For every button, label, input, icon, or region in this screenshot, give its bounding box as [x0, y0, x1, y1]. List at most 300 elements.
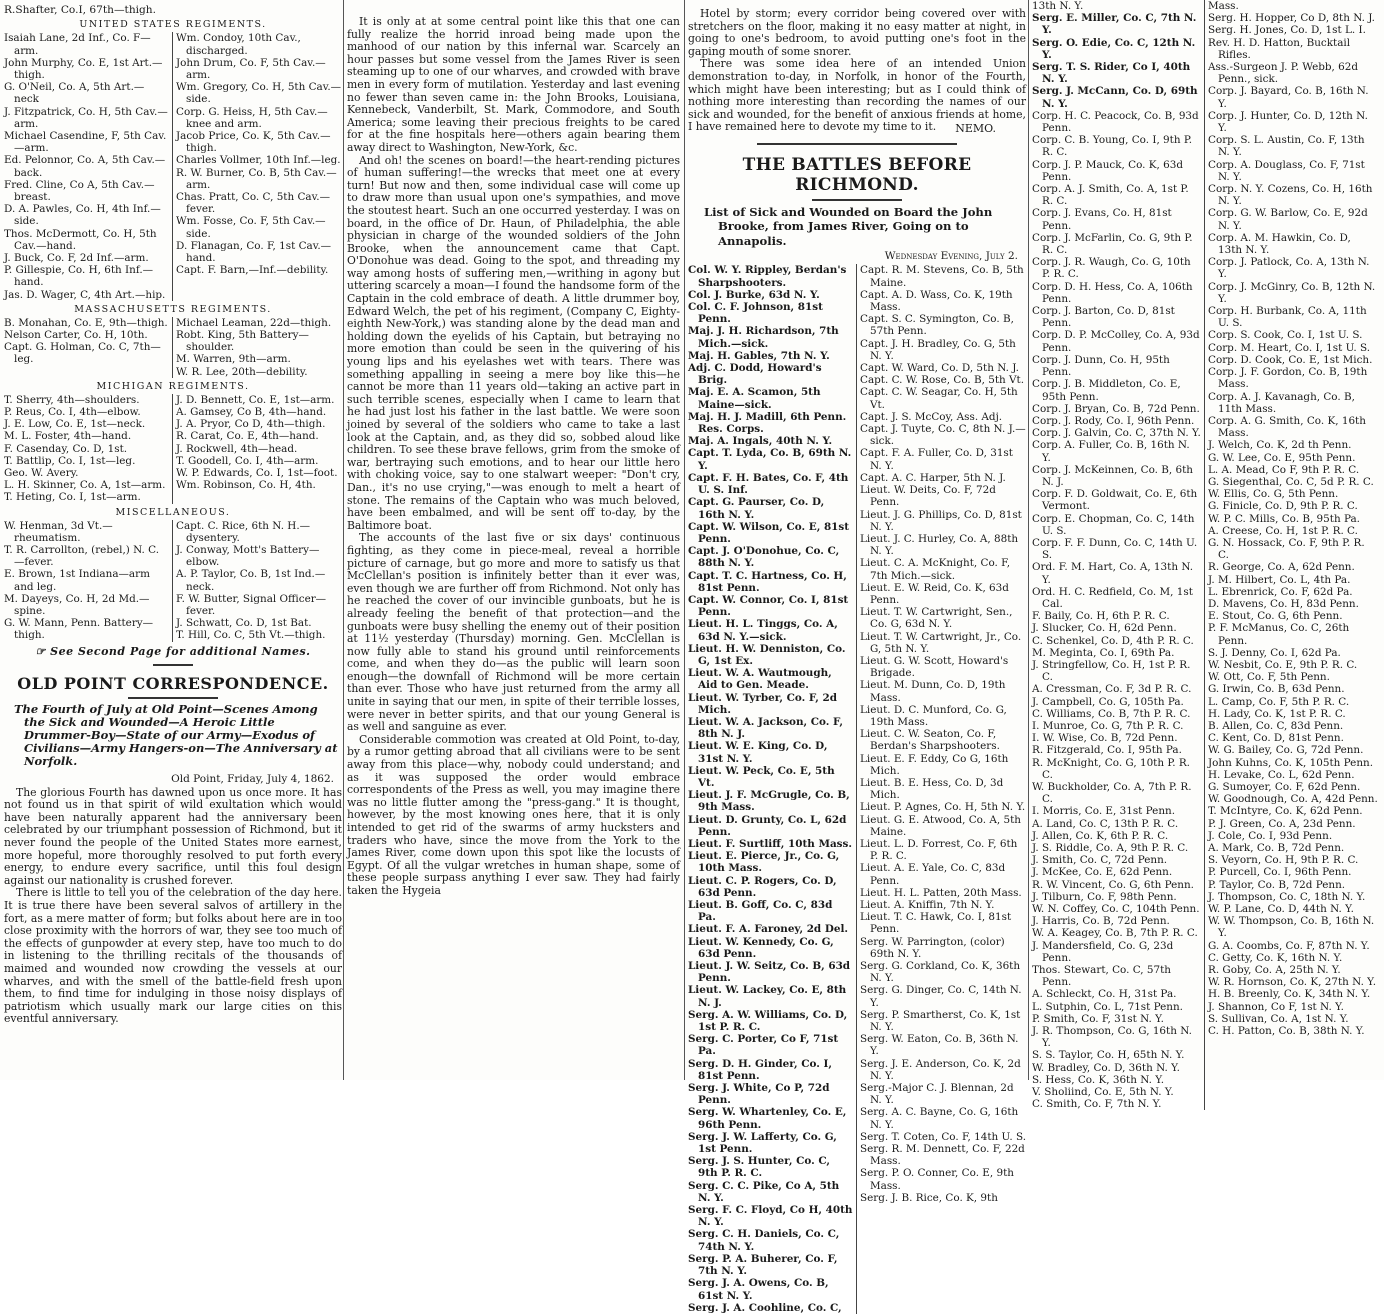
see-second-page-note: ☞ See Second Page for additional Names.: [35, 644, 311, 658]
list-entry: J. Fitzpatrick, Co. H, 5th Cav.—arm.: [4, 105, 168, 130]
list-entry: J. Tilburn, Co. F, 98th Penn.: [1032, 890, 1177, 903]
list-entry: Wm. Condoy, 10th Cav., discharged.: [176, 32, 301, 57]
list-entry: W. Ott, Co. F, 5th Penn.: [1208, 671, 1330, 684]
list-entry: Lieut. W. E. King, Co. D, 31st N. Y.: [688, 740, 828, 765]
pointing-hand-icon: ☞: [35, 644, 46, 658]
column-4: [1032, 0, 1378, 1111]
list-entry: Capt. J. S. McCoy, Ass. Adj.: [860, 410, 1003, 423]
list-entry: Corp. J. Bryan, Co. B, 72d Penn.: [1032, 402, 1200, 415]
list-entry: Serg. J. W. Lafferty, Co. G, 1st Penn.: [688, 1130, 837, 1156]
list-entry: A. Schleckt, Co. H, 31st Pa.: [1032, 988, 1177, 1001]
list-entry: Lieut. C. P. Rogers, Co. D, 63d Penn.: [688, 874, 837, 899]
regiment-list: [4, 520, 342, 642]
list-entry: Capt. S. C. Symington, Co. B, 57th Penn.: [860, 313, 1014, 338]
regiment-list: [4, 32, 342, 300]
list-entry: B. Allen, Co. C, 83d Penn.: [1208, 719, 1344, 732]
list-entry: Capt. F. Barn,—Inf.—debility.: [176, 264, 329, 277]
list-entry: Corp. H. Burbank, Co. A, 11th U. S.: [1208, 305, 1367, 330]
list-entry: Serg. F. C. Floyd, Co H, 40th N. Y.: [688, 1204, 853, 1229]
list-entry: Maj. H. Gables, 7th N. Y.: [688, 349, 830, 362]
list-entry: Capt. G. Paurser, Co. D, 16th N. Y.: [688, 496, 825, 521]
list-entry: Corp. A. Fuller, Co. B, 16th N. Y.: [1032, 439, 1190, 464]
article-subhead: The Fourth of July at Old Point—Scenes Among the Sick and Wounded—A Heroic Little Drummer-Boy—State of our Army—Exodus of Civilians—Army Hangers-on—The Anniversary at Norfolk.: [14, 701, 338, 769]
list-entry: W. A. Keagey, Co. B, 7th P. R. C.: [1032, 927, 1198, 940]
list-entry: J. Stringfellow, Co. H, 1st P. R. C.: [1032, 658, 1191, 684]
list-entry: S. Hess, Co. K, 36th N. Y.: [1032, 1073, 1165, 1086]
article-paragraph: Considerable commotion was created at Old Point, to-day, by a rumor getting abroad that all civilians were to be sent away from this place—why, nobody could understand; and as it was supposed the order would embrace correspondents of the Press as well, you may imagine there was no little flutter among the "press-gang." It is thought, however, by the most knowing ones here, that it is only intended to get rid of the swarms of army hucksters and traders who have, since the move from the York to the James River, come down upon this spot like the locusts of Egypt. Of all the vulgar wretches in human shape, some of these people surpass anything I ever saw. They had fairly taken the Hygeia: [347, 732, 680, 897]
list-entry: Corp. J. F. Gordon, Co. B, 19th Mass.: [1208, 366, 1368, 391]
list-entry: J. E. Low, Co. E, 1st—neck.: [4, 418, 146, 431]
list-entry: Lieut. W. Kennedy, Co. G, 63d Penn.: [688, 935, 834, 960]
list-title: List of Sick and Wounded on Board the John Brooke, from James River, Going on to Annapolis.: [704, 204, 993, 248]
list-entry: Lieut. W. Lackey, Co. E, 8th N. J.: [688, 984, 847, 1009]
list-entry: Ord. H. C. Redfield, Co. M, 1st Cal.: [1032, 585, 1193, 610]
list-entry: Serg. P. Smartherst, Co. K, 1st N. Y.: [860, 1008, 1021, 1034]
list-entry: Corp. A. G. Smith, Co. K, 16th Mass.: [1208, 414, 1366, 440]
list-entry: Corp. J. McGinry, Co. B, 12th N. Y.: [1208, 280, 1376, 305]
list-entry: Lieut. F. A. Faroney, 2d Del.: [688, 923, 849, 936]
list-entry: A. P. Taylor, Co. B, 1st Ind.—neck.: [176, 568, 326, 593]
list-entry: W. G. Bailey, Co. G, 72d Penn.: [1208, 744, 1364, 757]
casualty-list-right: [857, 264, 1026, 1313]
list-entry: F. W. Butter, Signal Officer—fever.: [176, 592, 327, 618]
casualty-list-right: [1205, 0, 1378, 1110]
list-entry: J. Allen, Co. K, 6th P. R. C.: [1032, 829, 1169, 842]
list-entry: Serg. C. Porter, Co F, 71st Pa.: [688, 1033, 839, 1058]
list-entry: Corp. A. J. Kavanagh, Co. B, 11th Mass.: [1208, 390, 1355, 415]
list-entry: Lieut. C. W. Seaton, Co. F, Berdan's Sharpshooters.: [860, 728, 1000, 753]
list-entry: Capt. J. H. Bradley, Co. G, 5th N. Y.: [860, 337, 1016, 362]
list-entry: Corp. D. Cook, Co. E, 1st Mich.: [1208, 353, 1373, 366]
list-entry: Capt. C. W. Rose, Co. B, 5th Vt.: [860, 374, 1025, 387]
list-entry: J. Schwatt, Co. D, 1st Bat.: [176, 617, 312, 630]
regiment-sections: [4, 19, 342, 641]
list-entry: R. Fitzgerald, Co. I, 95th Pa.: [1032, 744, 1182, 757]
list-entry: J. M. Hilbert, Co. L, 4th Pa.: [1208, 573, 1351, 586]
list-entry: J. Cole, Co. I, 93d Penn.: [1208, 829, 1333, 842]
list-entry: Serg. C. C. Pike, Co A, 5th N. Y.: [688, 1179, 840, 1204]
list-entry: Lieut. W. Deits, Co. F, 72d Penn.: [860, 484, 996, 509]
regiment-list-left: [4, 317, 173, 378]
list-entry: Corp. J. P. Mauck, Co. K, 63d Penn.: [1032, 158, 1184, 183]
list-entry: Rev. H. D. Hatton, Bucktail Rifles.: [1208, 36, 1351, 61]
list-entry: Serg. J. White, Co P, 72d Penn.: [688, 1082, 830, 1107]
list-entry: Maj. A. Ingals, 40th N. Y.: [688, 435, 833, 448]
list-entry: G. Irwin, Co. B, 63d Penn.: [1208, 683, 1345, 696]
list-entry: Lieut. W. A. Jackson, Co. F, 8th N. J.: [688, 715, 843, 741]
list-entry: D. Flanagan, Co. F, 1st Cav.—hand.: [176, 239, 332, 264]
list-entry: Wm. Robinson, Co. H, 4th.: [176, 479, 316, 492]
list-entry: J. R. Thompson, Co. G, 16th N. Y.: [1032, 1025, 1192, 1050]
list-entry: C. Schenkel, Co. D, 4th P. R. C.: [1032, 634, 1194, 647]
list-entry: J. Rockwell, 4th—head.: [176, 442, 298, 455]
list-entry: C. Smith, Co. F, 7th N. Y.: [1032, 1098, 1162, 1111]
divider: [757, 143, 957, 145]
list-entry: J. Thompson, Co. C, 18th N. Y.: [1208, 890, 1366, 903]
list-entry: M. L. Foster, 4th—hand.: [4, 430, 132, 443]
column-rule: [1028, 0, 1029, 1080]
list-entry: Capt. W. Ward, Co. D, 5th N. J.: [860, 362, 1019, 375]
list-entry: Corp. J. Barton, Co. D, 81st Penn.: [1032, 305, 1175, 330]
list-entry: G. O'Neil, Co. A, 5th Art.—neck: [4, 81, 145, 106]
article-paragraph: There is little to tell you of the celebration of the day here. It is true there have been several salvos of artillery in the fort, as a mere matter of form; but folks about here are in too close proximity with the horrors of war, they see too much of the effects of gunpowder at every step, have too much to do in listening to the thrilling recitals of the thousands of maimed and wounded now crowding the vessels at our wharves, and with the smell of the battle-field fresh upon them, to find time for indulging in those noisy displays of patriotism which usually mark our large cities on this eventful anniversary.: [4, 886, 342, 1026]
list-entry: Corp. J. McFarlin, Co. G, 9th P. R. C.: [1032, 231, 1193, 257]
article-paragraph: The accounts of the last five or six days' continuous fighting, as they come in piece-meal, reveal a horrible picture of carnage, but go more and more to satisfy us that McClellan's position is infinitely better than it ever was, even though we are further off from Richmond. Not only has he reached the cover of our invincible gunboats, but he is already feeling the benefit of that protection—and the gunboats were busy shelling the enemy out of their position at 11½ yesterday (Thursday) morning. Gen. McClellan is now fully able to stand his ground until reinforcements come, and when they do—as the public will learn soon enough—the downfall of Richmond will be more certain than ever. Those who have just returned from the army all unite in saying that our men, in spite of their terrible losses, were never in better spirits, and that our young General is as well and sanguine as ever.: [347, 531, 680, 734]
list-entry: Corp. J. Rody, Co. I, 96th Penn.: [1032, 414, 1195, 427]
list-entry: R. McKnight, Co. G, 10th P. R. C.: [1032, 756, 1190, 781]
list-entry: W. Bradley, Co. D, 36th N. Y.: [1032, 1061, 1180, 1074]
list-entry: Thos. McDermott, Co. H, 5th Cav.—hand.: [4, 227, 157, 252]
list-entry: Lieut. G. E. Atwood, Co. A, 5th Maine.: [860, 813, 1021, 838]
list-entry: T. Hill, Co. C, 5th Vt.—thigh.: [176, 629, 326, 642]
list-entry: T. Heting, Co. I, 1st—arm.: [4, 491, 141, 504]
column-2: [347, 0, 680, 1096]
divider: [153, 664, 193, 666]
list-entry: Corp. A. Douglass, Co. F, 71st N. Y.: [1208, 158, 1365, 183]
list-entry: I. W. Wise, Co. B, 72d Penn.: [1032, 732, 1178, 745]
list-entry: C. Williams, Co. B, 7th P. R. C.: [1032, 707, 1191, 720]
list-entry: Serg. A. C. Bayne, Co. G, 16th N. Y.: [860, 1106, 1019, 1131]
list-entry: W. R. Lee, 20th—debility.: [176, 365, 308, 378]
list-entry: Lieut. W. A. Wautmough, Aid to Gen. Meade.: [688, 667, 832, 692]
list-entry: Lieut. M. Dunn, Co. D, 19th Mass.: [860, 679, 1006, 704]
section-title: MISCELLANEOUS.: [115, 506, 231, 518]
list-entry: John Kuhns, Co. K, 105th Penn.: [1208, 756, 1374, 769]
list-entry: T. Battlip, Co. I, 1st—leg.: [4, 454, 136, 467]
list-entry: J. Welch, Co. K, 2d th Penn.: [1208, 439, 1352, 452]
list-entry: Lieut. T. C. Hawk, Co. I, 81st Penn.: [860, 911, 1012, 936]
list-entry: J. Conway, Mott's Battery—elbow.: [176, 544, 320, 569]
list-entry: E. Brown, 1st Indiana—arm and leg.: [4, 568, 150, 593]
list-entry: Lieut. J. W. Seitz, Co. B, 63d Penn.: [688, 960, 851, 985]
list-entry: P. J. Green, Co. A, 23d Penn.: [1208, 817, 1356, 830]
list-entry: Corp. J. Galvin, Co. C, 37th N. Y.: [1032, 427, 1201, 440]
list-entry: Serg. T. S. Rider, Co I, 40th N. Y.: [1032, 61, 1191, 86]
list-entry: J. McKee, Co. E, 62d Penn.: [1032, 866, 1173, 879]
list-entry: Serg. W. Parrington, (color) 69th N. Y.: [860, 935, 1005, 960]
list-entry: Michael Leaman, 22d—thigh.: [176, 316, 332, 329]
section-title: UNITED STATES REGIMENTS.: [79, 19, 267, 31]
list-entry: E. Stout, Co. G, 6th Penn.: [1208, 610, 1343, 623]
list-entry: 13th N. Y.: [1032, 0, 1084, 12]
list-entry: Corp. C. B. Young, Co. I, 9th P. R. C.: [1032, 134, 1193, 159]
signature: NEMO.: [955, 121, 996, 135]
list-entry: H. Lady, Co. K, 1st P. R. C.: [1208, 707, 1346, 720]
list-entry: P. F. McManus, Co. C, 26th Penn.: [1208, 622, 1350, 647]
list-entry: R. George, Co. A, 62d Penn.: [1208, 561, 1355, 574]
list-entry: Lieut. H. L. Patten, 20th Mass.: [860, 886, 1022, 899]
list-entry: W. Nesbit, Co. E, 9th P. R. C.: [1208, 658, 1358, 671]
list-entry: Serg.-Major C. J. Blennan, 2d N. Y.: [860, 1082, 1014, 1107]
list-entry: A. Mark, Co. B, 72d Penn.: [1208, 842, 1345, 855]
article-headline: OLD POINT CORRESPONDENCE.: [17, 673, 329, 693]
list-entry: Capt. R. M. Stevens, Co. B, 5th Maine.: [860, 264, 1024, 289]
list-entry: Corp. J. Hunter, Co. D, 12th N. Y.: [1208, 109, 1368, 135]
list-entry: W. N. Coffey, Co. C, 104th Penn.: [1032, 903, 1200, 916]
list-entry: A. Gamsey, Co B, 4th—hand.: [176, 405, 327, 418]
list-entry: P. Purcell, Co. I, 96th Penn.: [1208, 866, 1352, 879]
list-entry: Maj. E. A. Scamon, 5th Maine—sick.: [688, 386, 821, 411]
list-entry: L. H. Skinner, Co. A, 1st—arm.: [4, 479, 166, 492]
list-entry: M. Dayeys, Co. H, 2d Md.—spine.: [4, 592, 150, 618]
list-entry: Lieut. A. E. Yale, Co. C, 83d Penn.: [860, 862, 1006, 887]
column-rule: [343, 0, 344, 1080]
list-entry: G. W. Lee, Co. E, 95th Penn.: [1208, 451, 1356, 464]
list-entry: S. Sullivan, Co. A, 1st N. Y.: [1208, 1012, 1349, 1025]
list-entry: Corp. G. W. Barlow, Co. E, 92d N. Y.: [1208, 207, 1368, 232]
casualty-list-left: [688, 264, 857, 1313]
list-entry: R. Goby, Co. A, 25th N. Y.: [1208, 964, 1341, 977]
list-entry: Serg. E. Miller, Co. C, 7th N. Y.: [1032, 12, 1197, 37]
casualty-list-left: [1032, 0, 1205, 1110]
list-entry: M. Meginta, Co. I, 69th Pa.: [1032, 646, 1175, 659]
list-entry: Lieut. A. Kniffin, 7th N. Y.: [860, 899, 995, 911]
list-entry: Adj. C. Dodd, Howard's Brig.: [688, 362, 822, 387]
list-entry: R. W. Burner, Co. B, 5th Cav.—arm.: [176, 166, 337, 191]
list-entry: G. Sumoyer, Co. F, 62d Penn.: [1208, 781, 1361, 793]
list-entry: R. W. Vincent, Co. G, 6th Penn.: [1032, 878, 1194, 891]
regiment-list-right: [173, 32, 342, 300]
list-entry: Lieut. J. G. Phillips, Co. D, 81st N. Y.: [860, 508, 1022, 533]
list-entry: Jacob Price, Co. K, 5th Cav.—thigh.: [176, 129, 331, 155]
list-entry: Corp. J. B. Middleton, Co. E, 95th Penn.: [1032, 378, 1181, 403]
list-entry: Lieut. G. W. Scott, Howard's Brigade.: [860, 654, 1009, 680]
list-entry: Lieut. E. W. Reid, Co. K, 63d Penn.: [860, 581, 1009, 606]
list-entry: Corp. M. Heart, Co. I, 1st U. S.: [1208, 341, 1371, 354]
list-entry: Capt. T. C. Hartness, Co. H, 81st Penn.: [688, 569, 847, 594]
list-entry: Lieut. E. F. Eddy, Co G, 16th Mich.: [860, 752, 1009, 777]
article-paragraph: And oh! the scenes on board!—the heart-rending pictures of human suffering!—the wrecks that meet one at every turn! But now and then, some individual case will come up to draw more than usual upon one's sympathies, and move the stoutest heart. Such an one occurred yesterday. I was on board, in the office of Dr. Haun, of Philadelphia, the able physician in charge of the wounded soldiers of the John Brooke, when the announcement came that Capt. O'Donohue was dead. Going to the spot, and threading my way among hosts of suffering men,—writhing in agony but uttering scarcely a moan—I found the handsome form of the Captain in the cold embrace of death. A little drummer boy, Edward Welch, the pet of his regiment, (Company C, Eighty-eighth New-York,) was standing alone by the dead man and holding down the eyelids of his Captain, but betraying no more emotion than could be seen in the quivering of his young lips and his eyelashes wet with tears. There was something appalling in seeing a mere boy like this—he cannot be more than 11 years old—taking an active part in such terrible scenes, especially when I came to learn that he had just lost his father in the last battle. We were soon joined by several of the soldiers who came to take a last look at the Captain, and, as they did so, sobbed aloud like children. To see these brave fellows, grim from the smoke of war, bertraying such emotions, and to hear our little hero with choking voice, say to one stalwart weeper: "Don't cry, Dan., it's no use crying,"—was enough to melt a heart of stone. The remains of the Captain who was much beloved, have been embalmed, and will be sent off to-day, by the Baltimore boat.: [347, 153, 680, 532]
list-entry: Thos. Stewart, Co. C, 57th Penn.: [1032, 964, 1171, 989]
list-entry: C. Getty, Co. K, 16th N. Y.: [1208, 951, 1343, 964]
list-entry: C. Kent, Co. D, 81st Penn.: [1208, 732, 1344, 745]
list-entry: J. S. Riddle, Co. A, 9th P. R. C.: [1032, 842, 1189, 855]
list-entry: Serg. J. McCann, Co. D, 69th N. Y.: [1032, 85, 1198, 110]
list-entry: R. Carat, Co. E, 4th—hand.: [176, 430, 319, 443]
list-entry: Lieut. D. Grunty, Co. L, 62d Penn.: [688, 813, 847, 838]
top-entry: R.Shafter, Co.I, 67th—thigh.: [4, 4, 156, 16]
list-entry: Charles Vollmer, 10th Inf.—leg.: [176, 154, 341, 167]
list-entry: Lieut. J. C. Hurley, Co. A, 88th N. Y.: [860, 532, 1019, 558]
column-1: [4, 0, 342, 1080]
list-entry: T. Sherry, 4th—shoulders.: [4, 393, 140, 406]
list-entry: D. A. Pawles, Co. H, 4th Inf.—side.: [4, 203, 161, 228]
list-entry: L. Camp, Co. F, 5th P. R. C.: [1208, 695, 1350, 708]
list-entry: Lieut. E. Pierce, Jr., Co. G, 10th Mass.: [688, 850, 840, 875]
list-entry: Capt. T. Lyda, Co. B, 69th N. Y.: [688, 447, 852, 472]
list-entry: F. Baily, Co. H, 6th P. R. C.: [1032, 610, 1170, 623]
list-entry: W. Ellis, Co. G, 5th Penn.: [1208, 488, 1339, 501]
list-entry: Serg. J. A. Coohline, Co. C,: [688, 1301, 842, 1314]
list-entry: Lieut. B. E. Hess, Co. D, 3d Mich.: [860, 776, 1004, 802]
article-paragraph: There was some idea here of an intended Union demonstration to-day, in Norfolk, in honor of the Fourth, which might have been interesting; but as I could think of nothing more interesting than recording the names of our sick and wounded, for the benefit of anxious friends at home, I have remained here to devote my time to it.: [688, 57, 1026, 134]
list-entry: W. Goodnough, Co. A, 42d Penn.: [1208, 793, 1378, 806]
list-entry: T. McIntyre, Co. K, 62d Penn.: [1208, 805, 1363, 818]
list-entry: A. Land, Co. C, 13th P. R. C.: [1032, 817, 1179, 830]
list-entry: L. A. Mead, Co F, 9th P. R. C.: [1208, 463, 1360, 476]
list-entry: J. D. Bennett, Co. E, 1st—arm.: [176, 393, 335, 406]
list-entry: Corp. A. M. Hawkin, Co. D, 13th N. Y.: [1208, 231, 1351, 257]
list-entry: Corp. J. Patlock, Co. A, 13th N. Y.: [1208, 256, 1370, 281]
list-entry: P. Gillespie, Co. H, 6th Inf.—hand.: [4, 264, 154, 289]
list-entry: T. Goodell, Co. I, 4th—arm.: [176, 454, 319, 467]
list-entry: G. W. Mann, Penn. Battery—thigh.: [4, 617, 154, 642]
casualty-list-continued: [1032, 0, 1378, 1110]
list-entry: T. R. Carrollton, (rebel,) N. C.—fever.: [4, 544, 160, 569]
article-paragraph: It is only at at some central point like this that one can fully realize the horrid inroad being made upon the manhood of our nation by this infernal war. Scarcely an hour passes but some vessel from the James River is seen steaming up to one of our wharves, and crowded with brave men in every form of mutilation. Yesterday and last evening no fewer than seven came in: the John Brooks, Louisiana, Kennebeck, Vanderbilt, St. Mark, Commodore, and South America; some leaving their precious freights to be cared for at the fine hospitals here—others again bearing them away direct to Washington, New-York, &c.: [347, 15, 680, 154]
list-entry: Corp. S. Cook, Co. I, 1st U. S.: [1208, 329, 1363, 342]
list-entry: J. Shannon, Co F, 1st N. Y.: [1208, 1000, 1344, 1013]
list-entry: Serg. P. A. Buherer, Co. F, 7th N. Y.: [688, 1252, 838, 1278]
list-entry: Corp. E. Chopman, Co. C, 14th U. S.: [1032, 512, 1195, 537]
list-entry: I. Munroe, Co. G, 7th P. R. C.: [1032, 719, 1184, 732]
list-entry: Serg. J. B. Rice, Co. K, 9th: [860, 1191, 998, 1204]
list-entry: Capt. C. Rice, 6th N. H.—dysentery.: [176, 519, 311, 544]
list-entry: Corp. F. F. Dunn, Co. C, 14th U. S.: [1032, 536, 1198, 562]
list-entry: Serg. R. M. Dennett, Co. F, 22d Mass.: [860, 1143, 1025, 1168]
list-entry: C. H. Patton, Co. B, 38th N. Y.: [1208, 1025, 1365, 1038]
list-entry: Lieut. T. W. Cartwright, Sen., Co. G, 63d N. Y.: [860, 606, 1013, 631]
list-entry: P. Reus, Co. I, 4th—elbow.: [4, 405, 141, 418]
list-entry: W. Henman, 3d Vt.—rheumatism.: [4, 519, 113, 544]
list-entry: Serg. G. Dinger, Co. C, 14th N. Y.: [860, 984, 1022, 1009]
list-entry: S. J. Denny, Co. I, 62d Pa.: [1208, 646, 1341, 659]
list-entry: Wm. Gregory, Co. H, 5th Cav.—side.: [176, 81, 342, 106]
list-entry: John Murphy, Co. E, 1st Art.—thigh.: [4, 56, 163, 81]
list-entry: Lieut. W. Tyrber, Co. F, 2d Mich.: [688, 691, 837, 716]
regiment-list: [4, 394, 342, 504]
regiment-list-right: [173, 317, 342, 378]
list-entry: Chas. Pratt, Co. C, 5th Cav.—fever.: [176, 190, 330, 216]
divider: [812, 199, 902, 201]
list-entry: Robt. King, 5th Battery—shoulder.: [176, 328, 309, 354]
list-entry: Capt. G. Holman, Co. C, 7th—leg.: [4, 341, 161, 366]
list-entry: Corp. J. R. Waugh, Co. G, 10th P. R. C.: [1032, 256, 1191, 281]
list-entry: Serg. D. H. Ginder, Co. I, 81st Penn.: [688, 1057, 832, 1082]
list-entry: F. Casenday, Co. D, 1st.: [4, 442, 128, 455]
list-entry: Col. J. Burke, 63d N. Y.: [688, 288, 820, 301]
article-paragraph: Hotel by storm; every corridor being covered over with stretchers on the floor, making it no easy matter at night, in going to one's bedroom, to avoid putting one's foot in the gaping mouth of some snorer.: [688, 7, 1026, 58]
casualty-list: [688, 264, 1026, 1313]
list-entry: John Drum, Co. F, 5th Cav.—arm.: [176, 56, 326, 81]
list-entry: A. Creese, Co. H, 1st P. R. C.: [1208, 524, 1358, 537]
list-entry: Fred. Cline, Co A, 5th Cav.—breast.: [4, 178, 155, 203]
list-entry: Lieut. D. C. Munford, Co. G, 19th Mass.: [860, 703, 1007, 728]
list-entry: Geo. W. Avery.: [4, 467, 79, 479]
list-entry: L. Ebrenrick, Co. F, 62d Pa.: [1208, 585, 1353, 598]
list-entry: Capt. A. C. Harper, 5th N. J.: [860, 471, 1006, 484]
list-entry: J. Harris, Co. B, 72d Penn.: [1032, 915, 1170, 928]
section-title: MICHIGAN REGIMENTS.: [96, 380, 250, 392]
list-entry: L. Sutphin, Co. L, 71st Penn.: [1032, 1000, 1183, 1013]
list-entry: Serg. G. Corkland, Co. K, 36th N. Y.: [860, 960, 1021, 985]
list-entry: Serg. P. O. Conner, Co. E, 9th Mass.: [860, 1167, 1014, 1192]
list-entry: Serg. J. A. Owens, Co. B, 61st N. Y.: [688, 1277, 829, 1302]
list-entry: Capt. J. O'Donohue, Co. C, 88th N. Y.: [688, 545, 840, 570]
article-paragraph: The glorious Fourth has dawned upon us once more. It has not found us in that spirit of wild exultation which would have been naturally apparent had the anniversary been celebrated by our triumphant possession of Richmond, but it never found the people of the United States more earnest, more hopeful, more thoroughly resolved to put forth every energy, to endure every sacrifice, until this foul design against our nationality is crushed forever.: [4, 785, 342, 887]
list-entry: Capt. F. A. Fuller, Co. D, 31st N. Y.: [860, 447, 1013, 472]
list-entry: Lieut. H. W. Denniston, Co. G, 1st Ex.: [688, 642, 846, 667]
regiment-list: [4, 317, 342, 378]
list-entry: W. W. Thompson, Co. B, 16th N. Y.: [1208, 915, 1375, 940]
list-entry: Michael Casendine, F, 5th Cav.—arm.: [4, 129, 167, 155]
list-entry: Corp. D. H. Hess, Co. A, 106th Penn.: [1032, 280, 1193, 305]
list-entry: Capt. J. Tuyte, Co. C, 8th N. J.—sick.: [860, 423, 1026, 448]
list-entry: Capt. A. D. Wass, Co. K, 19th Mass.: [860, 288, 1013, 314]
list-entry: Serg. O. Edie, Co. C, 12th N. Y.: [1032, 36, 1196, 61]
list-entry: J. A. Pryor, Co D, 4th—thigh.: [176, 418, 326, 431]
list-entry: Corp. A. J. Smith, Co. A, 1st P. R. C.: [1032, 183, 1189, 208]
list-entry: Col. W. Y. Rippley, Berdan's Sharpshooters.: [688, 264, 847, 289]
list-entry: Serg. W. Whartenley, Co. E, 96th Penn.: [688, 1106, 847, 1131]
list-entry: Lieut. J. F. McGrugle, Co. B, 9th Mass.: [688, 789, 850, 814]
list-entry: Maj. H. J. Madill, 6th Penn. Res. Corps.: [688, 410, 847, 436]
list-entry: Lieut. H. L. Tinggs, Co. A, 63d N. Y.—sick.: [688, 618, 838, 643]
list-entry: Lieut. C. A. McKnight, Co. F, 7th Mich.—sick.: [860, 557, 1011, 582]
column-3: [688, 0, 1027, 1314]
list-entry: Serg. J. S. Hunter, Co. C, 9th P. R. C.: [688, 1155, 831, 1180]
list-entry: H. B. Breenly, Co. K, 34th N. Y.: [1208, 988, 1371, 1001]
list-entry: G. Finicle, Co. D, 9th P. R. C.: [1208, 500, 1358, 513]
list-entry: Ed. Pelonnor, Co. A, 5th Cav.—back.: [4, 154, 166, 179]
list-entry: Capt. F. H. Bates, Co. F, 4th U. S. Inf.: [688, 471, 849, 497]
list-entry: Capt. W. Wilson, Co. E, 81st Penn.: [688, 520, 850, 545]
list-entry: G. N. Hossack, Co. F, 9th P. R. C.: [1208, 536, 1365, 562]
column-rule: [684, 0, 685, 1080]
list-entry: J. Buck, Co. F, 2d Inf.—arm.: [4, 251, 149, 264]
list-entry: J. Mandersfield, Co. G, 23d Penn.: [1032, 939, 1174, 964]
article-dateline: Old Point, Friday, July 4, 1862.: [171, 772, 334, 785]
list-entry: W. R. Hornson, Co. K, 27th N. Y.: [1208, 976, 1377, 989]
list-entry: Wm. Fosse, Co. F, 5th Cav.—side.: [176, 215, 326, 240]
list-entry: S. Veyorn, Co. H, 9th P. R. C.: [1208, 854, 1359, 867]
list-entry: Mass.: [1208, 0, 1239, 12]
section-headline: THE BATTLES BEFORE RICHMOND.: [742, 154, 972, 195]
list-entry: W. P. Lane, Co. D, 44th N. Y.: [1208, 903, 1354, 916]
list-date: Wednesday Evening, July 2.: [884, 250, 1018, 263]
list-entry: Corp. N. Y. Cozens, Co. H, 16th N. Y.: [1208, 183, 1373, 208]
list-entry: W. Buckholder, Co. A, 7th P. R. C.: [1032, 781, 1192, 806]
list-entry: J. Slucker, Co. H, 62d Penn.: [1032, 622, 1177, 635]
list-entry: B. Monahan, Co. E, 9th—thigh.: [4, 316, 168, 329]
list-entry: Jas. D. Wager, C, 4th Art.—hip.: [4, 288, 166, 301]
list-entry: Corp. J. McKeinnen, Co. B, 6th N. J.: [1032, 463, 1193, 488]
list-entry: Serg. J. E. Anderson, Co. K, 2d N. Y.: [860, 1057, 1021, 1082]
list-entry: Lieut. L. D. Forrest, Co. F, 6th P. R. C.: [860, 837, 1018, 863]
list-entry: Lieut. W. Peck, Co. E, 5th Vt.: [688, 764, 835, 789]
list-entry: Maj. J. H. Richardson, 7th Mich.—sick.: [688, 325, 839, 350]
list-entry: J. Campbell, Co. G, 105th Pa.: [1032, 695, 1184, 708]
list-entry: Corp. D. P. McColley, Co. A, 93d Penn.: [1032, 329, 1200, 354]
list-entry: D. Mavens, Co. H, 83d Penn.: [1208, 597, 1359, 610]
list-entry: Serg. T. Coten, Co. F, 14th U. S.: [860, 1130, 1027, 1143]
list-entry: G. Siegenthal, Co. C, 5d P. R. C.: [1208, 475, 1374, 488]
list-entry: Serg. H. Jones, Co. D, 1st L. I.: [1208, 24, 1366, 37]
list-entry: G. A. Coombs, Co. F, 87th N. Y.: [1208, 939, 1370, 952]
list-entry: Corp. F. D. Goldwait, Co. E, 6th Vermont.: [1032, 488, 1198, 513]
list-entry: M. Warren, 9th—arm.: [176, 353, 291, 366]
divider: [128, 697, 218, 699]
regiment-list-right: [173, 520, 342, 642]
list-entry: V. Sholiind, Co. E, 5th N. Y.: [1032, 1086, 1174, 1099]
list-entry: Lieut. B. Goff, Co. C, 83d Pa.: [688, 899, 833, 924]
list-entry: Nelson Carter, Co. H, 10th.: [4, 328, 148, 341]
list-entry: H. Levake, Co. L, 62d Penn.: [1208, 768, 1355, 781]
list-entry: Serg. W. Eaton, Co. B, 36th N. Y.: [860, 1033, 1019, 1058]
regiment-list-left: [4, 520, 173, 642]
list-entry: Corp. J. Evans, Co. H, 81st Penn.: [1032, 207, 1172, 232]
list-entry: W. P. C. Mills, Co. B, 95th Pa.: [1208, 512, 1360, 525]
